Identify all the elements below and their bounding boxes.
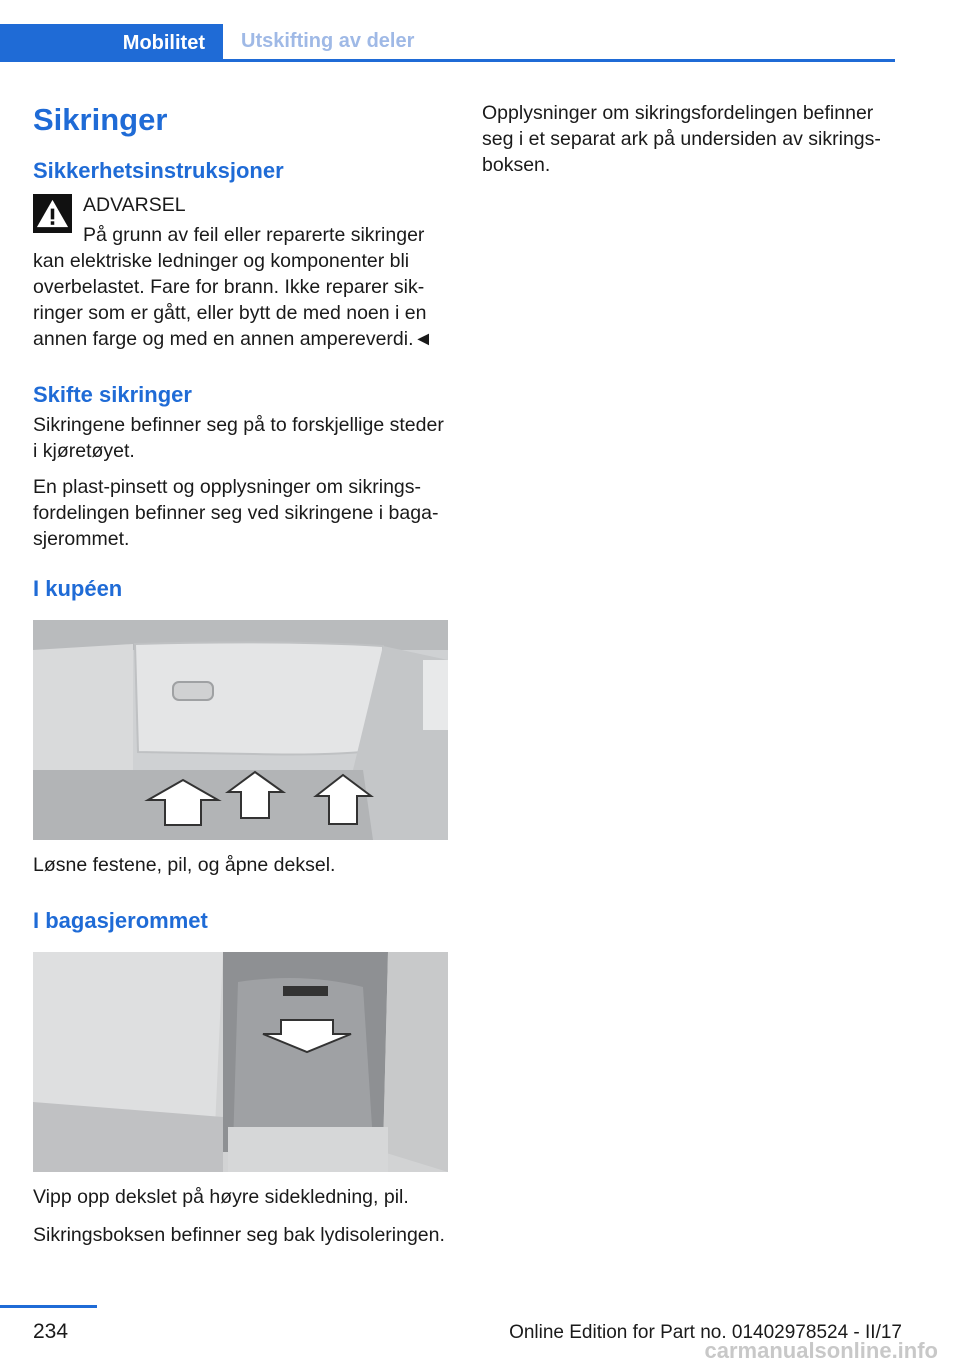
change-paragraph-1: Sikringene befinner seg på to forskjellige steder i kjøretøyet. xyxy=(33,414,444,462)
warning-first-line: På grunn av feil eller reparerte sikringer xyxy=(83,224,425,246)
watermark: carmanualsonline.info xyxy=(704,1338,938,1363)
page-header xyxy=(0,0,960,62)
tab-utskifting-av-deler[interactable]: Utskifting av deler xyxy=(223,24,895,62)
safety-heading: Sikkerhetsinstruksjoner xyxy=(33,158,284,183)
glovebox-figure xyxy=(33,620,448,840)
warning-block xyxy=(33,192,448,352)
trunk-heading: I bagasjerommet xyxy=(33,908,208,933)
tab-mobilitet[interactable]: Mobilitet xyxy=(0,24,223,62)
left-column xyxy=(33,100,448,1248)
footer-accent-line xyxy=(0,1305,97,1308)
warning-text: kan elektriske ledninger og komponenter bli overbelastet. Fare for brann. Ikke reparer sikringer som er gått, eller bytt de med noen i en annen farge og med en annen ampereverdi.◄ xyxy=(33,250,433,350)
cabin-caption: Løsne festene, pil, og åpne deksel. xyxy=(33,854,336,876)
trunk-illustration xyxy=(33,952,448,1172)
trunk-figure xyxy=(33,952,448,1172)
fuse-info-paragraph: Opplysninger om sikringsfordelingen befinner seg i et separat ark på undersiden av sikringsboksen. xyxy=(482,102,881,176)
trunk-paragraph-2: Sikringsboksen befinner seg bak lydisoleringen. xyxy=(33,1224,445,1246)
page-title: Sikringer xyxy=(33,102,168,137)
change-paragraph-2: En plast-pinsett og opplysninger om sikringsfordelingen befinner seg ved sikringene i bagasjerommet. xyxy=(33,476,439,550)
right-column xyxy=(482,100,902,178)
glovebox-illustration xyxy=(33,620,448,840)
warning-label: ADVARSEL xyxy=(83,194,186,216)
cabin-heading: I kupéen xyxy=(33,576,123,601)
trunk-caption: Vipp opp dekslet på høyre sidekledning, pil. xyxy=(33,1186,409,1208)
change-fuses-heading: Skifte sikringer xyxy=(33,382,192,407)
warning-icon xyxy=(33,194,72,233)
edition-text: Online Edition for Part no. 01402978524 - II/17 xyxy=(509,1322,902,1343)
page-number: 234 xyxy=(33,1320,69,1343)
